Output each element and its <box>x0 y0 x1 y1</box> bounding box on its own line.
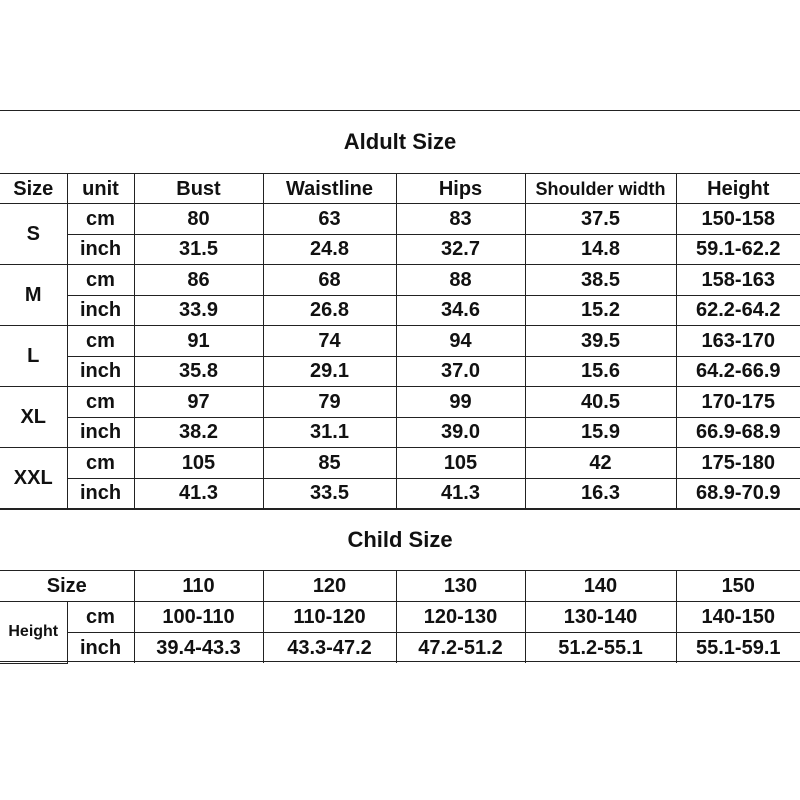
table-cell: 15.2 <box>525 295 676 326</box>
unit-cell: inch <box>67 295 134 326</box>
table-cell: 66.9-68.9 <box>676 417 800 448</box>
header-size: Size <box>0 174 67 204</box>
child-header-size: Size <box>0 571 134 602</box>
table-cell: 16.3 <box>525 478 676 509</box>
table-row <box>0 295 800 326</box>
child-size-140: 140 <box>525 571 676 602</box>
child-size-table <box>0 509 800 664</box>
table-row <box>0 204 800 235</box>
table-cell: 85 <box>263 448 396 479</box>
table-row <box>0 356 800 387</box>
header-waistline: Waistline <box>263 174 396 204</box>
table-cell: 39.0 <box>396 417 525 448</box>
table-cell: 80 <box>134 204 263 235</box>
table-cell: 94 <box>396 326 525 357</box>
table-cell: 64.2-66.9 <box>676 356 800 387</box>
table-cell: 51.2-55.1 <box>525 633 676 664</box>
table-cell: 37.0 <box>396 356 525 387</box>
size-label-m: M <box>0 265 67 326</box>
table-cell: 86 <box>134 265 263 296</box>
table-cell: 35.8 <box>134 356 263 387</box>
table-cell: 105 <box>396 448 525 479</box>
table-cell: 163-170 <box>676 326 800 357</box>
table-row <box>0 417 800 448</box>
table-cell: 15.9 <box>525 417 676 448</box>
table-cell: 110-120 <box>263 602 396 633</box>
table-cell: 38.5 <box>525 265 676 296</box>
child-header-row <box>0 571 800 602</box>
table-cell: 140-150 <box>676 602 800 633</box>
table-cell: 120-130 <box>396 602 525 633</box>
child-size-120: 120 <box>263 571 396 602</box>
table-cell: 33.5 <box>263 478 396 509</box>
table-cell: 43.3-47.2 <box>263 633 396 664</box>
unit-cell: cm <box>67 204 134 235</box>
child-size-150: 150 <box>676 571 800 602</box>
table-cell: 31.5 <box>134 234 263 265</box>
table-row <box>0 265 800 296</box>
table-cell: 175-180 <box>676 448 800 479</box>
header-bust: Bust <box>134 174 263 204</box>
table-cell: 41.3 <box>396 478 525 509</box>
table-cell: 130-140 <box>525 602 676 633</box>
table-cell: 74 <box>263 326 396 357</box>
table-cell: 24.8 <box>263 234 396 265</box>
table-cell: 55.1-59.1 <box>676 633 800 664</box>
table-row <box>0 448 800 479</box>
table-cell: 26.8 <box>263 295 396 326</box>
table-cell: 38.2 <box>134 417 263 448</box>
table-cell: 37.5 <box>525 204 676 235</box>
unit-cell: cm <box>67 602 134 633</box>
unit-cell: inch <box>67 234 134 265</box>
table-cell: 97 <box>134 387 263 418</box>
unit-cell: cm <box>67 448 134 479</box>
table-cell: 68.9-70.9 <box>676 478 800 509</box>
table-cell: 88 <box>396 265 525 296</box>
table-cell: 15.6 <box>525 356 676 387</box>
unit-cell: inch <box>67 478 134 509</box>
table-row <box>0 633 800 664</box>
unit-cell: inch <box>67 356 134 387</box>
unit-cell: inch <box>67 417 134 448</box>
table-cell: 39.5 <box>525 326 676 357</box>
unit-cell: inch <box>67 633 134 664</box>
header-hips: Hips <box>396 174 525 204</box>
table-cell: 59.1-62.2 <box>676 234 800 265</box>
table-cell: 91 <box>134 326 263 357</box>
table-cell: 42 <box>525 448 676 479</box>
table-cell: 29.1 <box>263 356 396 387</box>
table-cell: 68 <box>263 265 396 296</box>
table-cell: 39.4-43.3 <box>134 633 263 664</box>
table-cell: 150-158 <box>676 204 800 235</box>
table-row <box>0 326 800 357</box>
child-height-label: Height <box>0 602 67 664</box>
table-cell: 100-110 <box>134 602 263 633</box>
table-cell: 83 <box>396 204 525 235</box>
child-size-110: 110 <box>134 571 263 602</box>
table-cell: 105 <box>134 448 263 479</box>
unit-cell: cm <box>67 326 134 357</box>
table-cell: 99 <box>396 387 525 418</box>
adult-size-title: Aldult Size <box>0 111 800 174</box>
size-label-l: L <box>0 326 67 387</box>
size-label-xl: XL <box>0 387 67 448</box>
table-row <box>0 478 800 509</box>
table-cell: 41.3 <box>134 478 263 509</box>
table-row <box>0 602 800 633</box>
table-cell: 79 <box>263 387 396 418</box>
table-cell: 63 <box>263 204 396 235</box>
table-cell: 40.5 <box>525 387 676 418</box>
size-label-s: S <box>0 204 67 265</box>
table-row <box>0 234 800 265</box>
adult-size-table <box>0 111 800 509</box>
unit-cell: cm <box>67 387 134 418</box>
child-size-title: Child Size <box>0 510 800 571</box>
table-cell: 32.7 <box>396 234 525 265</box>
table-cell: 47.2-51.2 <box>396 633 525 664</box>
table-cell: 170-175 <box>676 387 800 418</box>
header-unit: unit <box>67 174 134 204</box>
header-height: Height <box>676 174 800 204</box>
table-row <box>0 387 800 418</box>
table-cell: 31.1 <box>263 417 396 448</box>
table-cell: 158-163 <box>676 265 800 296</box>
child-size-130: 130 <box>396 571 525 602</box>
size-label-xxl: XXL <box>0 448 67 509</box>
table-cell: 14.8 <box>525 234 676 265</box>
table-cell: 34.6 <box>396 295 525 326</box>
table-cell: 62.2-64.2 <box>676 295 800 326</box>
unit-cell: cm <box>67 265 134 296</box>
size-chart <box>0 110 800 662</box>
adult-header-row <box>0 174 800 204</box>
header-shoulder-width: Shoulder width <box>525 174 676 204</box>
table-cell: 33.9 <box>134 295 263 326</box>
